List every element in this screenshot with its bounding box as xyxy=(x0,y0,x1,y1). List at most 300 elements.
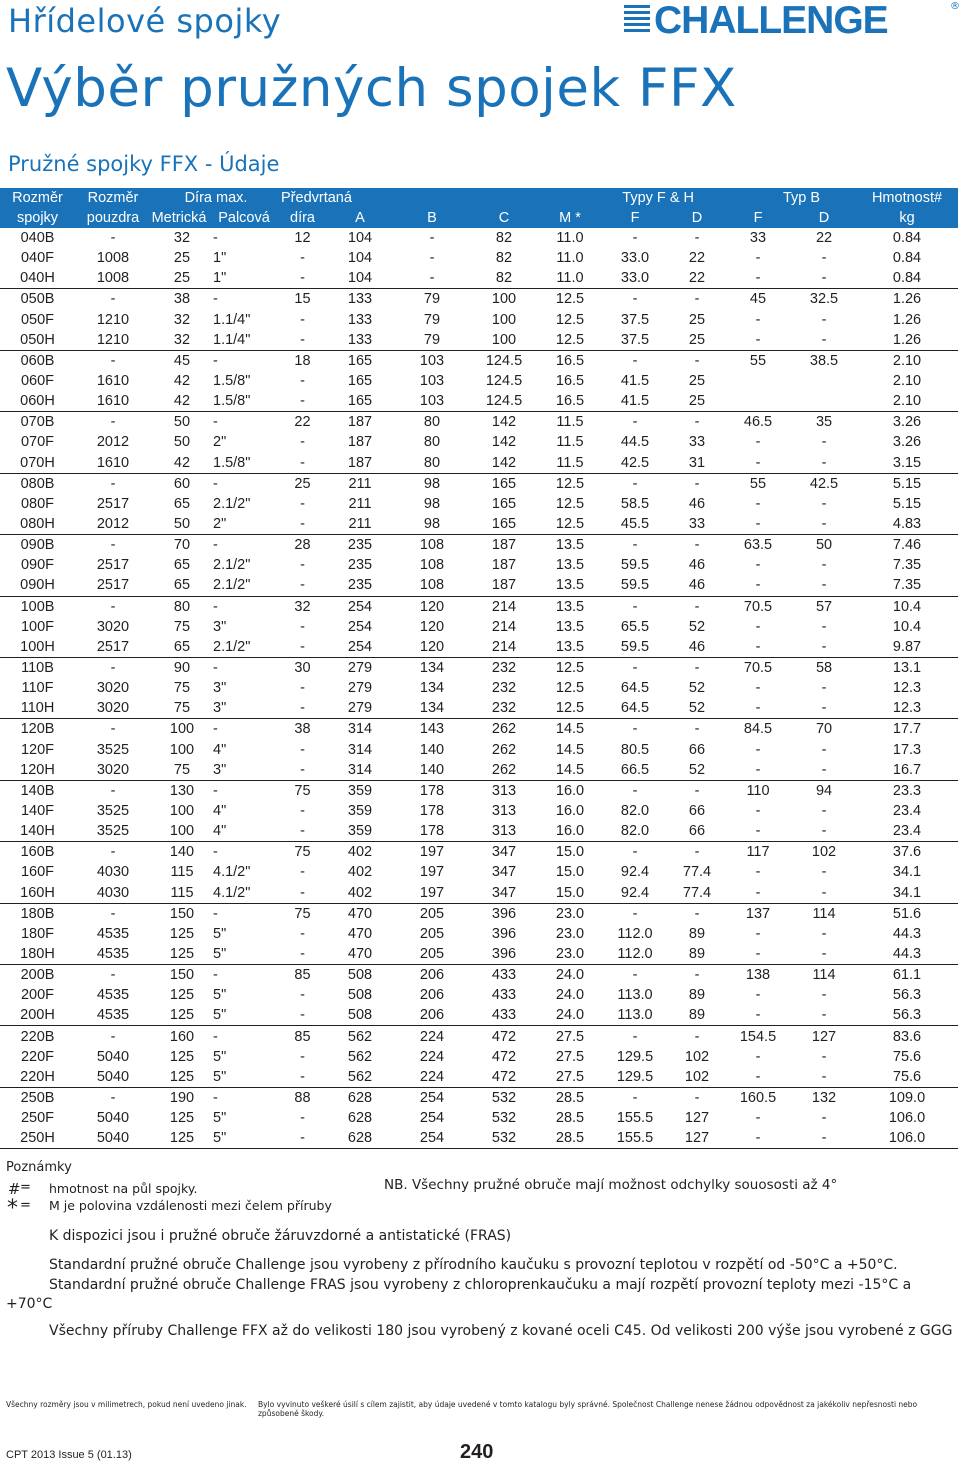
cell-pouzdra: 3020 xyxy=(96,700,130,717)
page-number: 240 xyxy=(460,1441,494,1463)
col-header-rozmer-pouzdra: Rozměr xyxy=(75,188,151,208)
cell-metricka: 42 xyxy=(173,373,191,390)
cell-c: 262 xyxy=(468,719,540,740)
col-header-spojky: spojky xyxy=(0,208,75,228)
table-row xyxy=(0,1005,958,1026)
cell-c: 433 xyxy=(491,987,517,1004)
cell-a: 235 xyxy=(347,557,373,574)
table-row xyxy=(0,801,958,821)
cell-dira: - xyxy=(300,516,305,533)
cell-a: 470 xyxy=(347,925,373,942)
cell-pouzdra: 2012 xyxy=(96,434,130,451)
cell-a: 508 xyxy=(347,987,373,1004)
cell-hmotnost: 83.6 xyxy=(856,1026,958,1047)
cell-f-fh: - xyxy=(600,903,670,924)
cell-rozmer: 160F xyxy=(20,864,55,881)
cell-f-fh: 59.5 xyxy=(620,638,650,655)
cell-d-b: - xyxy=(821,270,827,287)
cell-b: 143 xyxy=(396,719,468,740)
cell-m: 12.5 xyxy=(555,331,585,348)
cell-dira: 85 xyxy=(281,965,324,986)
cell-d-b: - xyxy=(821,618,827,635)
cell-a: 104 xyxy=(347,230,373,247)
cell-metricka: 190 xyxy=(151,1087,207,1108)
cell-pouzdra: 1210 xyxy=(96,331,130,348)
cell-dira: 12 xyxy=(294,230,311,247)
cell-dira: - xyxy=(300,1007,305,1024)
cell-b: 120 xyxy=(419,638,445,655)
cell-c: 472 xyxy=(491,1048,517,1065)
cell-dira: 75 xyxy=(281,780,324,801)
cell-hmotnost: 3.15 xyxy=(892,454,922,471)
cell-a: 211 xyxy=(348,516,372,533)
cell-d-fh: 33 xyxy=(688,434,706,451)
cell-a: 165 xyxy=(347,373,373,390)
cell-f-fh: 155.5 xyxy=(616,1110,654,1127)
cell-f-b: 160.5 xyxy=(724,1087,792,1108)
cell-hmotnost: 10.4 xyxy=(892,618,922,635)
cell-f-fh: - xyxy=(600,1087,670,1108)
cell-f-b: - xyxy=(755,864,761,881)
cell-f-fh: - xyxy=(600,350,670,371)
cell-rozmer: 250H xyxy=(0,1128,75,1149)
cell-d-b: 22 xyxy=(815,230,833,247)
cell-c: 262 xyxy=(491,761,517,778)
cell-hmotnost: 1.26 xyxy=(892,311,922,328)
cell-metricka: 140 xyxy=(151,842,207,863)
table-row xyxy=(0,637,958,658)
col-header-c: C xyxy=(468,208,540,228)
cell-pouzdra: 3525 xyxy=(96,803,130,819)
cell-f-b: 45 xyxy=(724,289,792,310)
cell-d-b: - xyxy=(821,700,827,717)
cell-pouzdra: - xyxy=(75,289,151,310)
cell-d-b: - xyxy=(821,1068,827,1085)
cell-rozmer: 100H xyxy=(20,638,55,655)
cell-f-fh: 64.5 xyxy=(620,680,650,697)
cell-metricka: 100 xyxy=(169,741,195,758)
cell-a: 562 xyxy=(324,1026,396,1047)
cell-m: 24.0 xyxy=(540,965,600,986)
star-symbol: * xyxy=(7,1196,18,1221)
table-row xyxy=(0,1128,958,1149)
col-header-rozmer: Rozměr xyxy=(0,188,75,208)
cell-dira: 15 xyxy=(281,289,324,310)
cell-hmotnost: 37.6 xyxy=(856,842,958,863)
cell-f-b: - xyxy=(755,434,761,451)
cell-dira: - xyxy=(300,250,305,267)
cell-f-fh: 112.0 xyxy=(617,945,653,962)
cell-d-b: - xyxy=(821,250,827,267)
table-row xyxy=(0,494,958,514)
cell-f-fh: 82.0 xyxy=(620,803,650,819)
cell-d-fh: 66 xyxy=(688,823,706,840)
cell-f-b: 154.5 xyxy=(724,1026,792,1047)
cell-pouzdra: 5040 xyxy=(96,1048,130,1065)
cell-hmotnost: 12.3 xyxy=(892,700,922,717)
cell-hmotnost: 23.4 xyxy=(892,803,922,819)
cell-c: 82 xyxy=(495,270,513,287)
cell-d-fh: - xyxy=(670,719,724,740)
cell-palcova: 4.1/2" xyxy=(213,884,251,901)
cell-c: 262 xyxy=(491,741,517,758)
table-row xyxy=(0,965,958,986)
cell-rozmer: 070F xyxy=(20,434,55,451)
cell-d-fh: 25 xyxy=(688,393,706,410)
cell-f-fh: 129.5 xyxy=(616,1068,654,1085)
cell-m: 16.5 xyxy=(555,373,585,390)
cell-d-b: 57 xyxy=(792,596,856,617)
cell-b: 108 xyxy=(419,557,445,574)
cell-b: 134 xyxy=(396,657,468,678)
cell-rozmer: 180H xyxy=(20,945,55,962)
table-row xyxy=(0,575,958,596)
cell-f-b: 46.5 xyxy=(724,412,792,433)
cell-palcova: - xyxy=(207,903,281,924)
cell-b: 108 xyxy=(396,535,468,556)
cell-b: 80 xyxy=(396,412,468,433)
cell-a: 211 xyxy=(348,495,372,512)
cell-metricka: 42 xyxy=(173,393,191,410)
cell-f-b: - xyxy=(755,270,761,287)
cell-dira: - xyxy=(300,331,305,348)
cell-metricka: 125 xyxy=(169,1007,195,1024)
cell-a: 254 xyxy=(347,618,373,635)
cell-b: - xyxy=(429,270,435,287)
cell-m: 27.5 xyxy=(540,1026,600,1047)
cell-f-b: - xyxy=(755,618,761,635)
cell-rozmer: 140B xyxy=(0,780,75,801)
cell-f-b: 55 xyxy=(724,473,792,494)
cell-rozmer: 250F xyxy=(20,1110,55,1127)
cell-c: 142 xyxy=(468,412,540,433)
cell-dira: - xyxy=(300,557,305,574)
footer-dimensions-note: Všechny rozměry jsou v milimetrech, pokud není uvedeno jinak. xyxy=(6,1400,247,1409)
cell-pouzdra: 1008 xyxy=(96,250,130,267)
cell-metricka: 130 xyxy=(151,780,207,801)
cell-m: 12.5 xyxy=(555,311,585,328)
cell-dira: - xyxy=(300,987,305,1004)
cell-palcova: 1.5/8" xyxy=(213,373,251,390)
cell-f-b: 70.5 xyxy=(724,657,792,678)
cell-d-b: - xyxy=(821,331,827,348)
cell-f-fh: 64.5 xyxy=(620,700,650,717)
cell-f-b: - xyxy=(755,1048,761,1065)
cell-dira: - xyxy=(300,864,305,881)
cell-c: 142 xyxy=(491,454,517,471)
cell-f-fh: 59.5 xyxy=(620,557,650,574)
cell-c: 396 xyxy=(491,925,517,942)
cell-metricka: 38 xyxy=(151,289,207,310)
cell-b: 205 xyxy=(419,945,445,962)
cell-a: 628 xyxy=(324,1087,396,1108)
table-row xyxy=(0,473,958,494)
cell-pouzdra: 2012 xyxy=(96,516,130,533)
cell-dira: - xyxy=(300,1110,305,1127)
cell-palcova: 5" xyxy=(213,1007,227,1024)
cell-b: 254 xyxy=(419,1110,445,1127)
cell-rozmer: 120B xyxy=(0,719,75,740)
cell-b: 98 xyxy=(396,473,468,494)
cell-dira: - xyxy=(300,700,305,717)
cell-d-fh: 127 xyxy=(684,1110,710,1127)
cell-rozmer: 110H xyxy=(20,700,55,717)
para-chloroprene: Standardní pružné obruče Challenge FRAS jsou vyrobeny z chloroprenkaučuku a mají rozpětí provozní teploty mezi -15°C a xyxy=(49,1277,912,1293)
cell-palcova: 2.1/2" xyxy=(213,495,251,512)
cell-pouzdra: 2517 xyxy=(96,495,130,512)
cell-c: 472 xyxy=(491,1068,517,1085)
cell-c: 232 xyxy=(491,680,517,697)
cell-m: 11.5 xyxy=(540,412,600,433)
cell-dira: - xyxy=(300,680,305,697)
cell-rozmer: 080F xyxy=(20,495,55,512)
col-header-typy-fh: Typy F & H xyxy=(600,188,724,208)
cell-dira: - xyxy=(300,454,305,471)
cell-metricka: 25 xyxy=(173,270,191,287)
cell-pouzdra: - xyxy=(75,903,151,924)
cell-palcova: 5" xyxy=(207,1128,281,1149)
cell-palcova: - xyxy=(207,842,281,863)
cell-a: 133 xyxy=(347,311,373,328)
col-header-predvrtana: Předvrtaná xyxy=(281,188,396,208)
cell-f-b: - xyxy=(755,680,761,697)
cell-f-b: - xyxy=(755,803,761,819)
cell-m: 16.5 xyxy=(555,393,585,410)
cell-d-fh: 77.4 xyxy=(682,884,712,901)
ffx-data-table-wrap xyxy=(0,188,960,1149)
cell-c: 232 xyxy=(468,657,540,678)
cell-d-b: - xyxy=(821,495,827,512)
cell-hmotnost: 5.15 xyxy=(892,495,922,512)
cell-c: 347 xyxy=(491,864,517,881)
cell-f-b: - xyxy=(755,250,761,267)
para-fras: K dispozici jsou i pružné obruče žáruvzdorné a antistatické (FRAS) xyxy=(49,1228,512,1244)
cell-b: 134 xyxy=(419,700,445,717)
cell-palcova: - xyxy=(207,780,281,801)
cell-pouzdra: - xyxy=(75,1087,151,1108)
cell-palcova: 1.1/4" xyxy=(213,311,251,328)
cell-hmotnost: 75.6 xyxy=(892,1068,922,1085)
cell-a: 187 xyxy=(347,434,373,451)
section-title: Hřídelové spojky xyxy=(8,2,282,40)
cell-pouzdra: - xyxy=(75,719,151,740)
cell-b: 134 xyxy=(419,680,445,697)
cell-a: 470 xyxy=(347,945,373,962)
cell-pouzdra: 1008 xyxy=(96,270,130,287)
cell-f-b: - xyxy=(755,1007,761,1024)
cell-b: 205 xyxy=(419,925,445,942)
cell-f-b: 33 xyxy=(749,230,767,247)
cell-rozmer: 090F xyxy=(20,557,55,574)
cell-b: 108 xyxy=(419,577,445,594)
cell-f-b: 110 xyxy=(724,780,792,801)
cell-f-b: - xyxy=(755,987,761,1004)
cell-m: 12.5 xyxy=(540,473,600,494)
cell-d-b: 70 xyxy=(792,719,856,740)
cell-d-fh: 31 xyxy=(688,454,706,471)
cell-dira: - xyxy=(300,1048,305,1065)
para-flanges: Všechny příruby Challenge FFX až do velikosti 180 jsou vyrobený z kované oceli C45. Od velikosti 200 výše jsou vyrobené z GGG xyxy=(49,1323,953,1339)
cell-hmotnost: 61.1 xyxy=(856,965,958,986)
cell-d-b xyxy=(792,371,856,391)
cell-c: 82 xyxy=(495,230,513,247)
table-row xyxy=(0,1087,958,1108)
cell-f-b: - xyxy=(755,516,761,533)
cell-d-b: 127 xyxy=(792,1026,856,1047)
cell-rozmer: 090H xyxy=(20,577,55,594)
cell-pouzdra: 1610 xyxy=(96,454,130,471)
col-header-d-b: D xyxy=(792,208,856,228)
cell-d-fh: 22 xyxy=(688,270,706,287)
cell-a: 279 xyxy=(347,700,373,717)
cell-dira: - xyxy=(300,945,305,962)
cell-d-b: - xyxy=(821,741,827,758)
cell-dira: - xyxy=(300,495,305,512)
cell-c: 396 xyxy=(468,903,540,924)
cell-d-fh: 46 xyxy=(688,557,706,574)
cell-pouzdra: 2517 xyxy=(96,638,130,655)
cell-d-b: - xyxy=(821,945,827,962)
cell-f-b: 138 xyxy=(724,965,792,986)
col-header-dira: díra xyxy=(281,208,324,228)
table-row xyxy=(0,678,958,698)
cell-m: 12.5 xyxy=(540,289,600,310)
cell-hmotnost: 2.10 xyxy=(892,393,922,410)
cell-f-fh: 112.0 xyxy=(617,925,653,942)
cell-rozmer: 200H xyxy=(20,1007,55,1024)
cell-pouzdra: 1610 xyxy=(96,373,130,390)
cell-m: 11.0 xyxy=(556,270,584,287)
cell-m: 15.0 xyxy=(540,842,600,863)
cell-pouzdra: 1210 xyxy=(96,311,130,328)
cell-metricka: 100 xyxy=(169,823,195,840)
cell-metricka: 100 xyxy=(169,803,195,819)
cell-b: 224 xyxy=(396,1026,468,1047)
cell-a: 628 xyxy=(324,1128,396,1149)
cell-pouzdra: 4535 xyxy=(96,925,130,942)
cell-f-b: 117 xyxy=(724,842,792,863)
cell-d-b xyxy=(792,391,856,412)
cell-metricka: 125 xyxy=(169,1110,195,1127)
col-header-b: B xyxy=(396,208,468,228)
cell-m: 24.0 xyxy=(555,987,585,1004)
table-row xyxy=(0,617,958,637)
cell-f-fh: - xyxy=(600,842,670,863)
cell-d-b: - xyxy=(821,680,827,697)
cell-pouzdra: - xyxy=(75,780,151,801)
cell-pouzdra: - xyxy=(75,965,151,986)
cell-d-fh: 77.4 xyxy=(682,864,712,881)
cell-m: 16.0 xyxy=(555,823,585,840)
cell-d-b: - xyxy=(821,864,827,881)
cell-m: 12.5 xyxy=(540,657,600,678)
table-row xyxy=(0,862,958,882)
table-row xyxy=(0,698,958,719)
cell-f-b: - xyxy=(755,638,761,655)
cell-f-fh: - xyxy=(632,230,638,247)
cell-f-b: - xyxy=(755,495,761,512)
cell-d-fh: 25 xyxy=(688,373,706,390)
cell-d-b: - xyxy=(821,311,827,328)
cell-metricka: 125 xyxy=(151,1128,207,1149)
cell-f-b: - xyxy=(755,823,761,840)
cell-hmotnost: 0.84 xyxy=(892,250,922,267)
cell-m: 16.0 xyxy=(540,780,600,801)
cell-metricka: 80 xyxy=(151,596,207,617)
table-row xyxy=(0,268,958,289)
cell-metricka: 65 xyxy=(173,557,191,574)
cell-b: 79 xyxy=(423,331,441,348)
cell-rozmer: 050H xyxy=(20,331,55,348)
cell-rozmer: 060F xyxy=(20,373,55,390)
cell-m: 13.5 xyxy=(555,557,585,574)
cell-dira: 22 xyxy=(281,412,324,433)
cell-hmotnost: 13.1 xyxy=(856,657,958,678)
cell-f-b: 137 xyxy=(724,903,792,924)
cell-c: 165 xyxy=(468,473,540,494)
cell-b: 197 xyxy=(419,864,445,881)
cell-metricka: 75 xyxy=(173,761,191,778)
cell-dira: 18 xyxy=(281,350,324,371)
cell-d-fh: 46 xyxy=(688,638,706,655)
cell-d-b: - xyxy=(821,638,827,655)
cell-rozmer: 250B xyxy=(0,1087,75,1108)
cell-f-b: - xyxy=(755,1068,761,1085)
cell-palcova: 3" xyxy=(213,700,227,717)
col-header-palcova: Palcová xyxy=(207,208,281,228)
cell-rozmer: 040H xyxy=(20,270,55,287)
registered-mark: ® xyxy=(950,1,960,12)
cell-b: 120 xyxy=(396,596,468,617)
cell-metricka: 125 xyxy=(169,925,195,942)
cell-palcova: 1" xyxy=(213,270,227,287)
cell-hmotnost: 44.3 xyxy=(892,925,922,942)
table-row xyxy=(0,944,958,965)
cell-rozmer: 090B xyxy=(0,535,75,556)
cell-palcova: 1" xyxy=(213,250,227,267)
cell-f-b: - xyxy=(724,1128,792,1149)
cell-dira: - xyxy=(300,925,305,942)
cell-hmotnost: 7.35 xyxy=(892,557,922,574)
cell-pouzdra: 3020 xyxy=(96,680,130,697)
cell-pouzdra: 3020 xyxy=(96,761,130,778)
cell-palcova: 5" xyxy=(213,1110,227,1127)
cell-b: 80 xyxy=(423,434,441,451)
table-row xyxy=(0,1026,958,1047)
star-equals: = xyxy=(20,1198,31,1213)
cell-b: 254 xyxy=(396,1128,468,1149)
cell-rozmer: 120F xyxy=(20,741,55,758)
cell-palcova: 2.1/2" xyxy=(213,557,251,574)
table-row xyxy=(0,453,958,474)
cell-m: 11.0 xyxy=(556,250,584,267)
col-header-hmotnost: Hmotnost# xyxy=(856,188,958,208)
cell-hmotnost: 2.10 xyxy=(892,373,922,390)
cell-hmotnost: 109.0 xyxy=(856,1087,958,1108)
cell-m: 28.5 xyxy=(555,1110,585,1127)
cell-pouzdra: - xyxy=(75,842,151,863)
cell-b: 103 xyxy=(419,373,445,390)
cell-a: 628 xyxy=(347,1110,373,1127)
cell-palcova: - xyxy=(207,657,281,678)
cell-m: 12.5 xyxy=(555,700,585,717)
cell-d-b: - xyxy=(821,884,827,901)
cell-hmotnost: 1.26 xyxy=(892,331,922,348)
cell-hmotnost: 4.83 xyxy=(892,516,922,533)
table-row xyxy=(0,228,958,248)
cell-d-b: - xyxy=(821,761,827,778)
cell-metricka: 75 xyxy=(173,700,191,717)
